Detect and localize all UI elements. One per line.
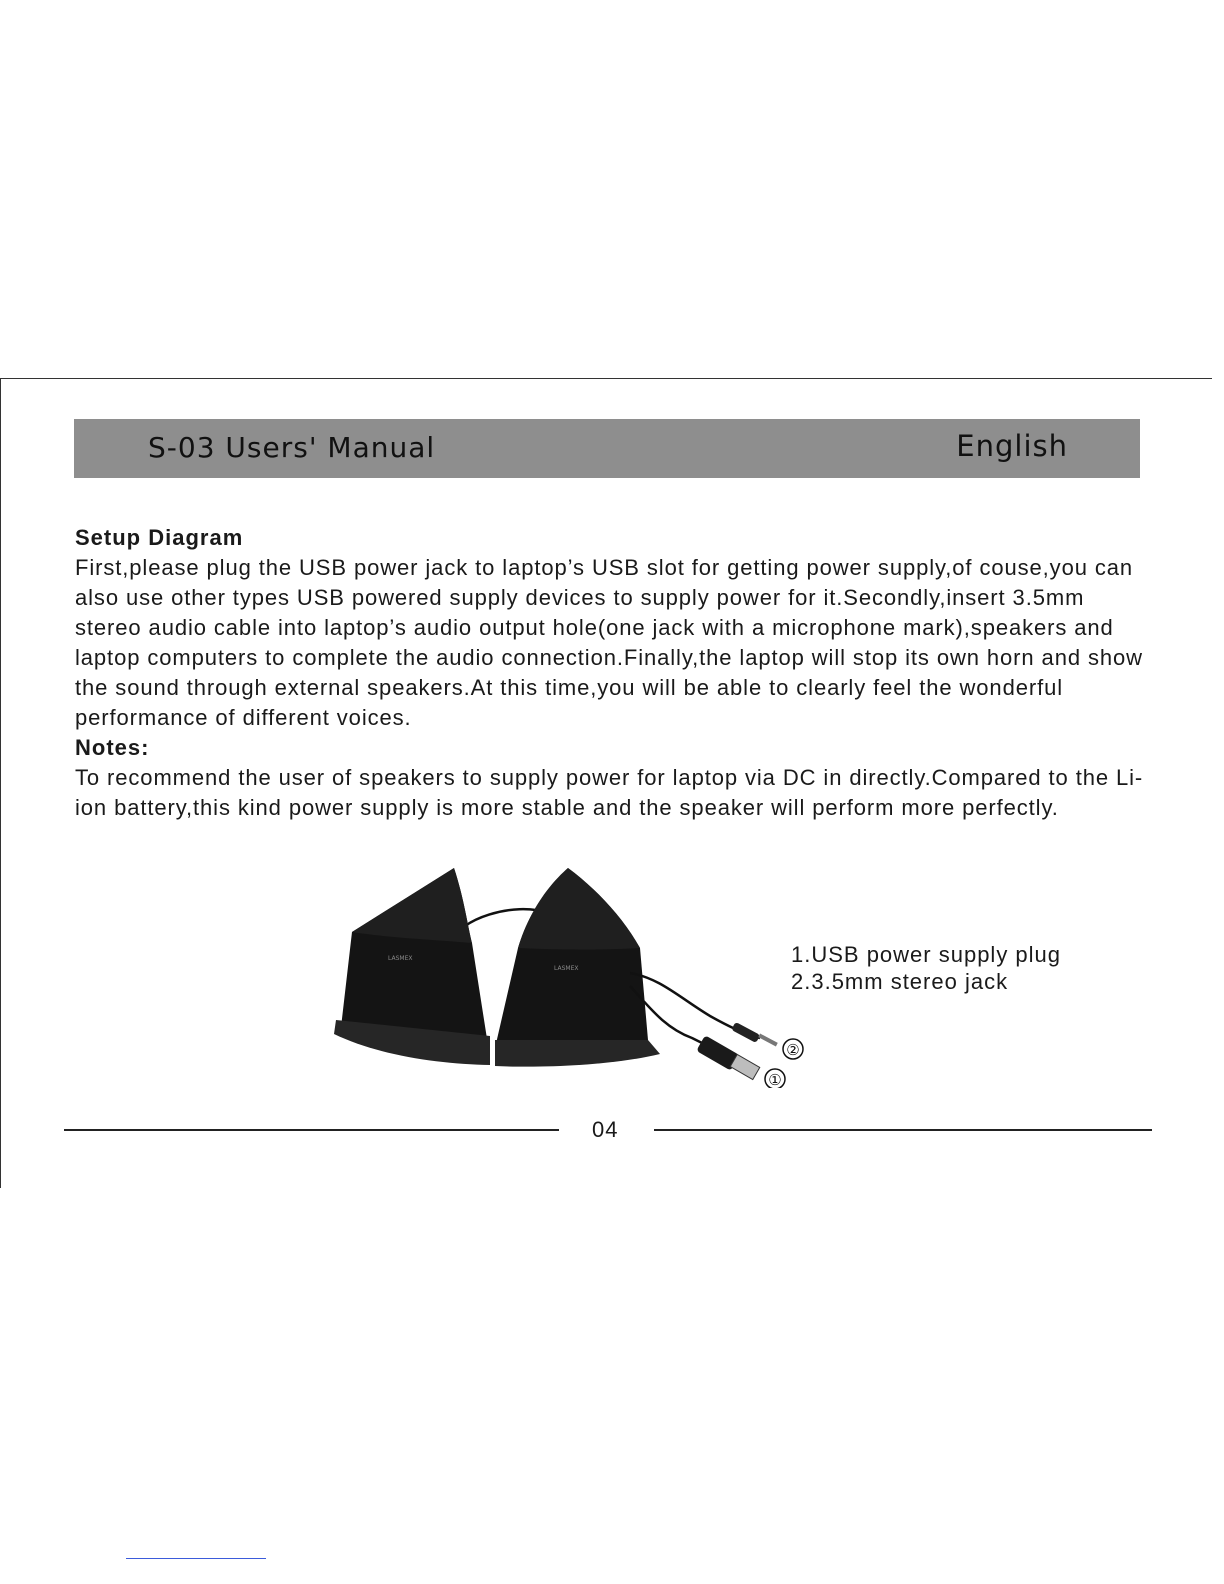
- setup-heading: Setup Diagram: [75, 525, 244, 550]
- bottom-underline: [126, 1558, 266, 1559]
- manual-header-bar: [74, 419, 1140, 478]
- right-speaker-brand: LASMEX: [554, 965, 579, 972]
- right-speaker: [495, 868, 660, 1067]
- page-number: 04: [592, 1117, 619, 1142]
- usb-plug: [696, 1035, 760, 1079]
- notes-paragraph: To recommend the user of speakers to supply power for laptop via DC in directly.Compared to the Li-ion battery,this kind power supply is more stable and the speaker will perform more perfectly.: [75, 765, 1144, 820]
- legend-item-jack: 2.3.5mm stereo jack: [791, 969, 1009, 994]
- footer-rule-left: [64, 1129, 559, 1131]
- manual-title: S-03 Users' Manual: [148, 431, 436, 464]
- legend-item-usb: 1.USB power supply plug: [791, 942, 1062, 967]
- callout-1: ①: [768, 1071, 782, 1088]
- notes-heading: Notes:: [75, 735, 150, 760]
- figure-legend: [791, 941, 1061, 995]
- page-frame-top: [0, 378, 1212, 379]
- stereo-jack-plug: [731, 1022, 777, 1047]
- setup-paragraph: First,please plug the USB power jack to laptop’s USB slot for getting power supply,of couse,you can also use other types USB powered supply devices to supply power for it.Secondly,insert 3.5mm stereo audio cable into laptop’s audio output hole(one jack with a microphone mark),speakers and laptop computers to complete the audio connection.Finally,the laptop will stop its own horn and show the sound through external speakers.At this time,you will be able to clearly feel the wonderful performance of different voices.: [75, 555, 1143, 730]
- language-label: English: [956, 429, 1068, 463]
- callout-2: ②: [786, 1041, 800, 1059]
- manual-content: [75, 523, 1155, 823]
- left-speaker-brand: LASMEX: [388, 955, 413, 962]
- page-frame-left: [0, 378, 1, 1188]
- speaker-setup-illustration: [330, 868, 830, 1088]
- footer-rule-right: [654, 1129, 1152, 1131]
- left-speaker: [334, 868, 490, 1065]
